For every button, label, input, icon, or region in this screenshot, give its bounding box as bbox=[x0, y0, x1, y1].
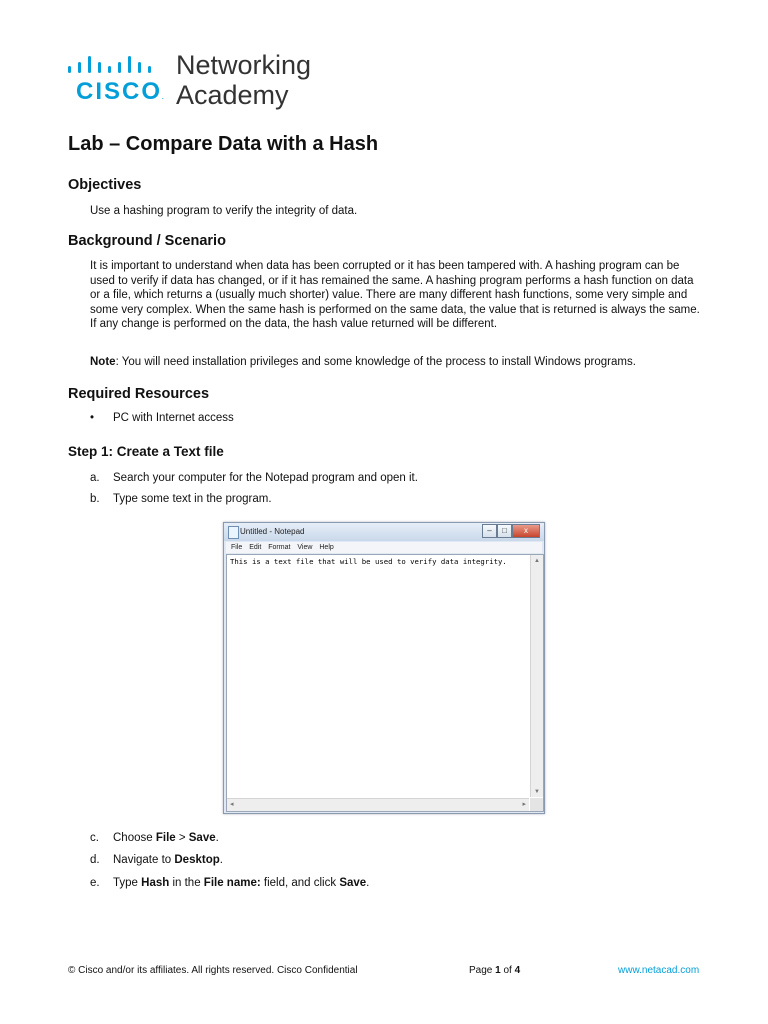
scroll-down-icon[interactable]: ▼ bbox=[534, 789, 540, 795]
minimize-button[interactable]: – bbox=[482, 524, 497, 538]
menu-view[interactable]: View bbox=[297, 544, 313, 551]
notepad-text-area[interactable] bbox=[226, 554, 544, 812]
cisco-networking-academy-logo bbox=[68, 50, 368, 112]
horizontal-scrollbar[interactable] bbox=[227, 798, 529, 811]
footer-link[interactable] bbox=[618, 965, 699, 976]
notepad-menubar bbox=[226, 542, 542, 553]
resources-heading: Required Resources bbox=[68, 386, 210, 402]
step-b: b. Type some text in the program. bbox=[90, 493, 272, 505]
cisco-bars-icon bbox=[68, 56, 168, 76]
objectives-text: Use a hashing program to verify the integrity of data. bbox=[90, 205, 358, 217]
scroll-right-icon[interactable]: ▸ bbox=[522, 801, 526, 808]
objectives-heading: Objectives bbox=[68, 177, 142, 193]
step-a: a. Search your computer for the Notepad program and open it. bbox=[90, 472, 418, 484]
step1-heading: Step 1: Create a Text file bbox=[68, 444, 224, 459]
step-d: d. Navigate to Desktop. bbox=[90, 854, 223, 866]
copyright-icon: © bbox=[68, 965, 76, 976]
resize-grip[interactable] bbox=[530, 798, 543, 811]
footer-page-number: Page 1 of 4 bbox=[469, 965, 521, 976]
vertical-scrollbar[interactable] bbox=[530, 555, 543, 797]
menu-edit[interactable]: Edit bbox=[249, 544, 262, 551]
close-button[interactable]: x bbox=[512, 524, 540, 538]
note-paragraph bbox=[90, 355, 705, 370]
netacad-link[interactable]: www.netacad.com bbox=[618, 965, 700, 976]
notepad-window bbox=[223, 522, 545, 814]
list-item: • PC with Internet access bbox=[90, 412, 234, 424]
notepad-content: This is a text file that will be used to verify data integrity. bbox=[230, 557, 507, 566]
note-label: Note bbox=[90, 356, 116, 368]
page-title: Lab – Compare Data with a Hash bbox=[68, 133, 379, 155]
background-text: It is important to understand when data has been corrupted or it has been tampered with. A hashing program can be used to verify if data has changed, or if it has remained the same. A hashing program performs a hash function on data or a file, which returns a (usually much shorter) value. There are many different hash functions, some very simple and some very complex. When the same hash is performed on the same data, the value that is returned is always the same. If any change is performed on the data, the hash value returned will be different. bbox=[90, 260, 700, 331]
footer-copyright: © Cisco and/or its affiliates. All rights reserved. Cisco Confidential bbox=[68, 965, 358, 976]
notepad-titlebar[interactable] bbox=[224, 523, 544, 541]
scroll-up-icon[interactable]: ▲ bbox=[534, 558, 540, 564]
background-heading: Background / Scenario bbox=[68, 233, 226, 249]
menu-format[interactable]: Format bbox=[268, 544, 291, 551]
cisco-wordmark: CISCO. bbox=[76, 78, 164, 105]
notepad-icon bbox=[228, 526, 239, 539]
maximize-button[interactable]: □ bbox=[497, 524, 512, 538]
scroll-left-icon[interactable]: ◂ bbox=[230, 801, 234, 808]
note-text: : You will need installation privileges and some knowledge of the process to install Windows programs. bbox=[115, 356, 636, 368]
bullet: • bbox=[90, 412, 95, 424]
brand-networking: Networking bbox=[176, 50, 312, 80]
step-c: c. Choose File > Save. bbox=[90, 832, 219, 844]
brand-academy: Academy bbox=[176, 80, 289, 110]
menu-help[interactable]: Help bbox=[319, 544, 334, 551]
menu-file[interactable]: File bbox=[231, 544, 243, 551]
step-e: e. Type Hash in the File name: field, and click Save. bbox=[90, 877, 370, 889]
notepad-title: Untitled - Notepad bbox=[240, 527, 305, 536]
